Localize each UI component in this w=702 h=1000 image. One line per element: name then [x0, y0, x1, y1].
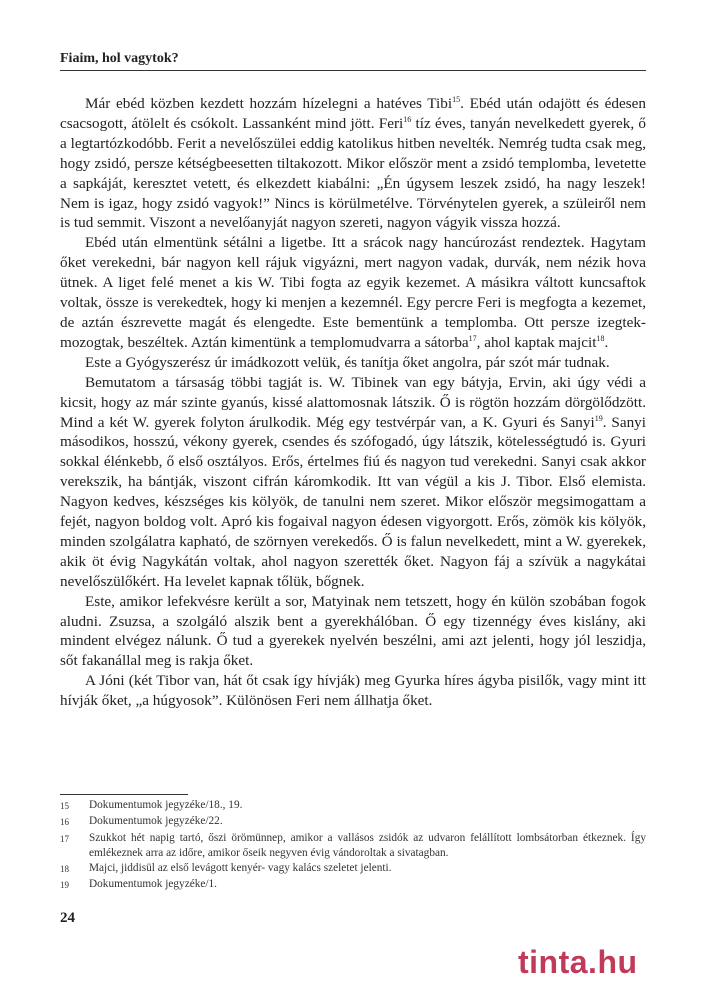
paragraph-text: A Jóni (két Tibor van, hát őt csak így hívják) meg Gyurka híres ágyba pisilők, vagy mint itt hívják őket, „a húgyosok”. Különösen Feri nem állhatja őket.: [60, 672, 646, 710]
body-paragraph: [60, 94, 646, 233]
body-paragraph: [60, 592, 646, 672]
paragraph-text: . Ebéd után odajött és édesen csacsogott, átölelt és csókolt. Lassanként mind jött. Feri: [60, 95, 646, 132]
paragraph-text: Bemutatom a társaság többi tagját is. W. Tibinek van egy bátyja, Ervin, aki úgy védi a kicsit, hogy az már szinte gyanús, kissé alattomosnak látszik. Ő is rögtön hozzám dörgölődzött. Mind a két W. gyerek folyton árulkodik. Még egy testvérpár van, a K. Gyuri és Sanyi: [60, 373, 646, 431]
page-number: 24: [60, 910, 75, 926]
footnote-reference: 18: [596, 333, 605, 343]
footnote-number: 15: [60, 801, 69, 811]
footnote-reference: 16: [403, 114, 412, 124]
footnote-number: 16: [60, 817, 69, 828]
watermark-logo: tinta.hu: [518, 944, 638, 980]
running-head-title: Fiaim, hol vagytok?: [60, 51, 179, 66]
footnote-text: Dokumentumok jegyzéke/1.: [89, 878, 218, 891]
body-paragraph: [60, 671, 646, 711]
footnote-text: Szukkot hét napig tartó, őszi örömünnep, amikor a vallásos zsidók az udvaron felállított lombsátorban étkeznek. Így emlékeznek arra az időre, amikor őseik negyven évig vándoroltak a sivatagban.: [89, 831, 646, 859]
footnote-reference: 17: [468, 333, 477, 343]
footnote-text: Majci, jiddisül az első levágott kenyér- vagy kalács szeletet jelenti.: [89, 862, 392, 875]
footnote-item: [60, 814, 646, 830]
footnote-reference: 19: [594, 413, 603, 423]
body-paragraph: [60, 233, 646, 352]
paragraph-text: tíz éves, tanyán nevelkedett gyerek, ő a legtartózkodóbb. Ferit a nevelőszülei eddig katolikus hitben nevelték. Nemrég tudta csak meg, hogy zsidó, persze kétségbeesetten tiltakozott. Mikor először ment a zsidó templomba, levetette a sapkáját, keresztet vetett, és elkezdett kiabálni: „Én úgysem leszek zsidó, ha nagy leszek! Nem is igaz, hogy zsidó vagyok!” Nincs is körülmetélve. Törvénytelen gyerek, a szüleiről nem is tud semmit. Viszont a nevelőanyját nagyon szereti, nagyon vágyik vissza hozzá.: [60, 114, 646, 232]
footnote-separator: [60, 794, 188, 795]
footnote-item: [60, 798, 646, 814]
footnote-text: Dokumentumok jegyzéke/18., 19.: [89, 799, 243, 811]
body-paragraph: [60, 373, 646, 592]
paragraph-text: , ahol kaptak majcit: [476, 333, 597, 351]
footnote-item: [60, 831, 646, 862]
footnote-text: Dokumentumok jegyzéke/22.: [89, 815, 223, 828]
body-text: [60, 94, 646, 711]
paragraph-text: . Sanyi másodikos, hosszú, vékony gyerek, csendes és szófogadó, úgy látszik, kötelességtudó is. Gyuri sokkal élénkebb, ő első osztályos. Erős, értelmes fiú és nagyon tud verekedni. Sanyi csak akkor verekszik, ha bántják, viszont cifrán káromkodik. Itt van végül a kis J. Tibor. Első elemista. Nagyon kedves, készséges kis kölyök, de tanulni nem szeret. Mikor először megsimogattam a fejét, nagyon boldog volt. Apró kis fogaival nagyon édesen vigyorgott. Erős, zömök kis kölyök, minden szolgálatra kapható, de szörnyen verekedős. Ő is falun nevelkedett, mint a W. gyerekek, akik öt évig Nagykátán voltak, ahol nagyon szerették őket. Nagyon fáj a szívük a nagykátai nevelőszülőkért. Ha levelet kapnak tőlük, bőgnek.: [60, 413, 646, 590]
paragraph-text: Este, amikor lefekvésre került a sor, Matyinak nem tetszett, hogy én külön szobában fogok aludni. Zsuzsa, a szolgáló alszik bent a gyerekhálóban. Ő egy tizennégy éves kislány, aki mindent elvégez nálunk. Ő tud a gyerekek nyelvén beszélni, ami azt jelenti, hogy jól leszidja, sőt fakanállal meg is rakja őket.: [60, 592, 646, 670]
footnotes: [60, 798, 646, 894]
paragraph-text: Már ebéd közben kezdett hozzám hízelegni a hatéves Tibi: [85, 95, 453, 112]
footnote-number: 17: [60, 833, 69, 844]
paragraph-text: Ebéd után elmentünk sétálni a ligetbe. Itt a srácok nagy hancúrozást rendeztek. Hagytam őket verekedni, bár nagyon kell rájuk vigyázni, mert nagyon vadak, durvák, nem nézik hova ütnek. A liget felé menet a kis W. Tibi fogta az egyik kezemet. A másikra váltott kuncsaftok voltak, össze is verekedtek, hogy ki menjen a kezemnél. Egy percre Feri is megfogta a kezemet, de aztán észrevette magát és elengedte. Este bementünk a templomba. Ott persze izegtek-mozogtak, beszéltek. Aztán kimentünk a templomudvarra a sátorba: [60, 234, 646, 351]
paragraph-text: Este a Gyógyszerész úr imádkozott velük, és tanítja őket angolra, pár szót már tudnak.: [85, 353, 610, 371]
footnote-number: 18: [60, 864, 69, 875]
footnote-item: [60, 861, 646, 877]
header-rule: [60, 70, 646, 71]
footnote-reference: 15: [452, 94, 461, 104]
paragraph-text: .: [604, 333, 609, 351]
body-paragraph: [60, 353, 646, 373]
footnote-number: 19: [60, 880, 69, 891]
footnote-item: [60, 877, 646, 893]
